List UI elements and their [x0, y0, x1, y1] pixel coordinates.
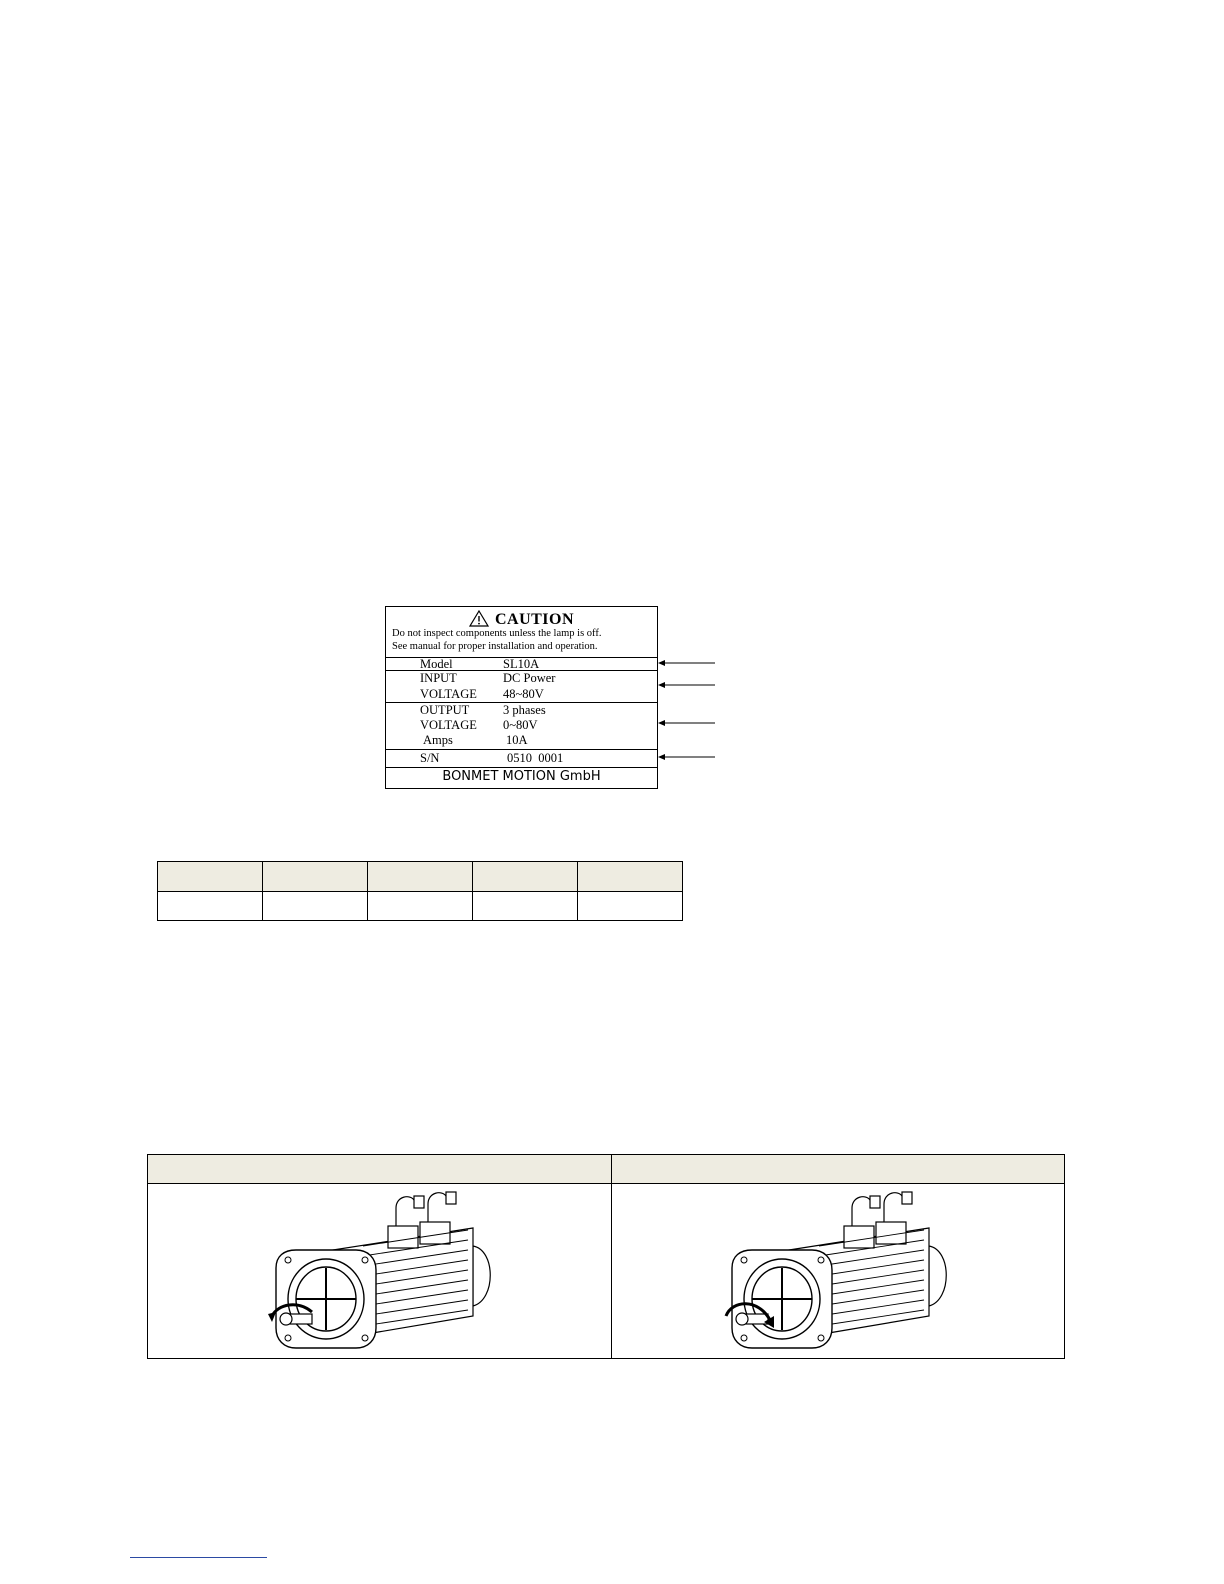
table-cell: [578, 862, 683, 892]
caution-line-1: Do not inspect components unless the lamp is off.: [392, 628, 602, 639]
output-section: [386, 703, 657, 750]
rotation-direction-table: [147, 1154, 1065, 1359]
arrow-left-icon: [658, 754, 715, 760]
pointer-arrows: [655, 650, 719, 762]
output-value: 3 phases: [503, 703, 546, 717]
input-label: INPUT: [420, 671, 457, 685]
caution-section: [386, 607, 657, 658]
output-voltage-label: VOLTAGE: [420, 718, 477, 732]
table-cell: [263, 892, 368, 921]
arrow-left-icon: [658, 660, 715, 666]
motor-cw-illustration: [724, 1188, 959, 1354]
nameplate-label: [385, 606, 658, 789]
footnote-separator: [130, 1557, 267, 1558]
brand-section: [386, 768, 657, 788]
motor-ccw-illustration: [268, 1188, 503, 1354]
table-cell: [158, 892, 263, 921]
input-section: [386, 671, 657, 703]
serial-section: [386, 750, 657, 768]
warning-triangle-icon: [469, 610, 489, 627]
sn-value: 0510 0001: [507, 751, 564, 765]
cw-cell: [612, 1184, 1065, 1359]
arrow-left-icon: [658, 682, 715, 688]
input-voltage-value: 48~80V: [503, 687, 544, 701]
amps-label: Amps: [423, 733, 453, 747]
ccw-cell: [148, 1184, 612, 1359]
table-cell: [368, 862, 473, 892]
table-cell: [473, 862, 578, 892]
sn-label: S/N: [420, 751, 440, 765]
output-label: OUTPUT: [420, 703, 470, 717]
table-header-cell: [148, 1155, 612, 1184]
table-header-row: [148, 1155, 1065, 1184]
table-cell: [473, 892, 578, 921]
caution-line-2: See manual for proper installation and operation.: [392, 641, 598, 652]
arrow-left-icon: [658, 720, 715, 726]
table-cell: [368, 892, 473, 921]
table-cell: [578, 892, 683, 921]
table-header-cell: [612, 1155, 1065, 1184]
model-value: SL10A: [503, 657, 540, 671]
amps-value: 10A: [506, 733, 528, 747]
table-row: [148, 1184, 1065, 1359]
table-row: [158, 892, 683, 921]
output-voltage-value: 0~80V: [503, 718, 538, 732]
caution-heading: [386, 610, 657, 629]
model-section: [386, 658, 657, 671]
model-code-table: [157, 861, 683, 921]
table-cell: [158, 862, 263, 892]
model-label: Model: [420, 657, 453, 671]
input-voltage-label: VOLTAGE: [420, 687, 477, 701]
table-cell: [263, 862, 368, 892]
input-value: DC Power: [503, 671, 556, 685]
table-header-row: [158, 862, 683, 892]
brand-name: BONMET MOTION GmbH: [442, 769, 601, 784]
caution-title: CAUTION: [494, 611, 575, 628]
